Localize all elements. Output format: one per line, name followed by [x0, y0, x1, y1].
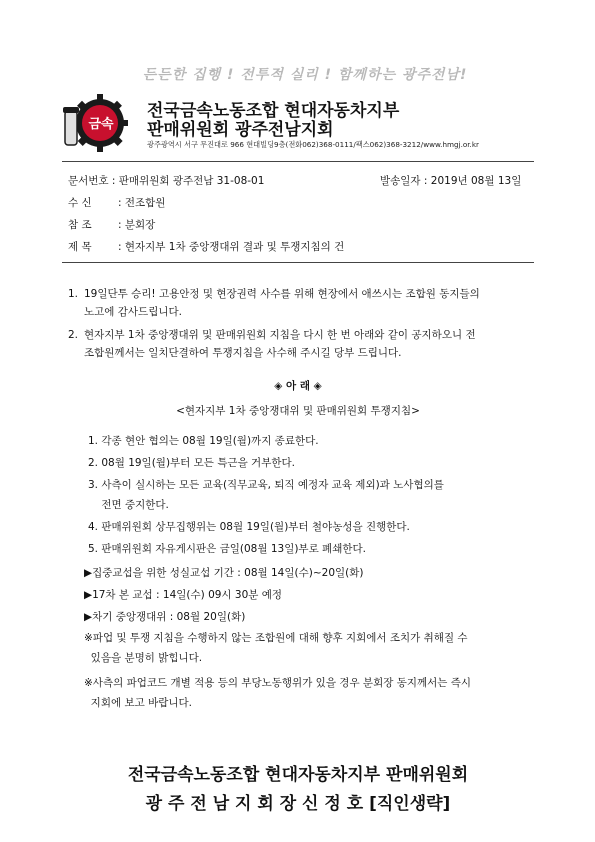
header-divider	[62, 161, 534, 162]
note-2	[84, 673, 471, 713]
footer-signature: 광 주 전 남 지 회 장 신 정 호 [직인생략]	[145, 794, 451, 814]
org-address: 광주광역시 서구 무진대로 966 현대빌딩9층(전화062)368-0111/팩스062)368-3212/www.hmgj.or.kr	[147, 140, 479, 149]
paragraph-line: 현자지부 1차 중앙쟁대위 및 판매위원회 지침을 다시 한 번 아래와 같이 공지하오니 전	[84, 329, 476, 341]
guideline-item: 2. 08월 19일(월)부터 모든 특근을 거부한다.	[88, 457, 295, 469]
subject-label: 제 목	[68, 241, 92, 253]
subject-value: : 현자지부 1차 중앙쟁대위 결과 및 투쟁지침의 건	[118, 241, 345, 253]
reference-label: 참 조	[68, 219, 92, 231]
guideline-item: 1. 각종 현안 협의는 08월 19일(월)까지 종료한다.	[88, 435, 319, 447]
paragraph-number: 1.	[68, 288, 79, 300]
note-1	[84, 628, 468, 668]
issue-date: 발송일자 : 2019년 08월 13일	[380, 175, 522, 187]
meta-divider	[62, 262, 534, 263]
schedule-item: ▶차기 중앙쟁대위 : 08월 20일(화)	[84, 611, 246, 623]
footer-org: 전국금속노동조합 현대자동차지부 판매위원회	[127, 765, 469, 785]
paragraph-line: 조합원께서는 일치단결하여 투쟁지침을 사수해 주시길 당부 드립니다.	[84, 347, 402, 359]
recipient-value: : 전조합원	[118, 197, 166, 209]
schedule-item: ▶17차 본 교섭 : 14일(수) 09시 30분 예정	[84, 589, 283, 601]
paragraph-number: 2.	[68, 329, 79, 341]
union-logo	[62, 93, 132, 153]
reference-value: : 분회장	[118, 219, 156, 231]
note-line: 지회에 보고 바랍니다.	[84, 697, 192, 709]
doc-number: 문서번호 : 판매위원회 광주전남 31-08-01	[68, 175, 265, 187]
slogan: 든든한 집행 ! 전투적 실리 ! 함께하는 광주전남!	[142, 67, 468, 83]
note-line: 있음을 분명히 밝힙니다.	[84, 652, 203, 664]
guideline-item: 5. 판매위원회 자유게시판은 금일(08월 13일)부로 폐쇄한다.	[88, 543, 366, 555]
org-name-line2: 판매위원회 광주전남지회	[147, 120, 334, 140]
recipient-label: 수 신	[68, 197, 92, 209]
below-heading: ◈ 아 래 ◈	[274, 380, 322, 392]
guideline-title: <현자지부 1차 중앙쟁대위 및 판매위원회 투쟁지침>	[176, 405, 420, 417]
logo-text: 금속	[88, 117, 114, 132]
paragraph-line: 19일단투 승리! 고용안정 및 현장권력 사수를 위해 현장에서 애쓰시는 조합원 동지들의	[84, 288, 480, 300]
org-name-line1: 전국금속노동조합 현대자동차지부	[147, 101, 400, 121]
paragraph-1	[68, 285, 538, 321]
note-line: ※파업 및 투쟁 지침을 수행하지 않는 조합원에 대해 향후 지회에서 조치가 취해질 수	[84, 632, 468, 644]
guideline-item: 4. 판매위원회 상무집행위는 08월 19일(월)부터 철야농성을 진행한다.	[88, 521, 410, 533]
note-line: ※사측의 파업코드 개별 적용 등의 부당노동행위가 있을 경우 분회장 동지께서는 즉시	[84, 677, 472, 689]
paragraph-2	[68, 326, 538, 362]
guideline-item-continued: 전면 중지한다.	[88, 499, 169, 511]
paragraph-line: 노고에 감사드립니다.	[84, 306, 182, 318]
guideline-item: 3. 사측이 실시하는 모든 교육(직무교육, 퇴직 예정자 교육 제외)과 노사협의를	[88, 479, 444, 491]
schedule-item: ▶집중교섭을 위한 성실교섭 기간 : 08월 14일(수)~20일(화)	[84, 567, 364, 579]
